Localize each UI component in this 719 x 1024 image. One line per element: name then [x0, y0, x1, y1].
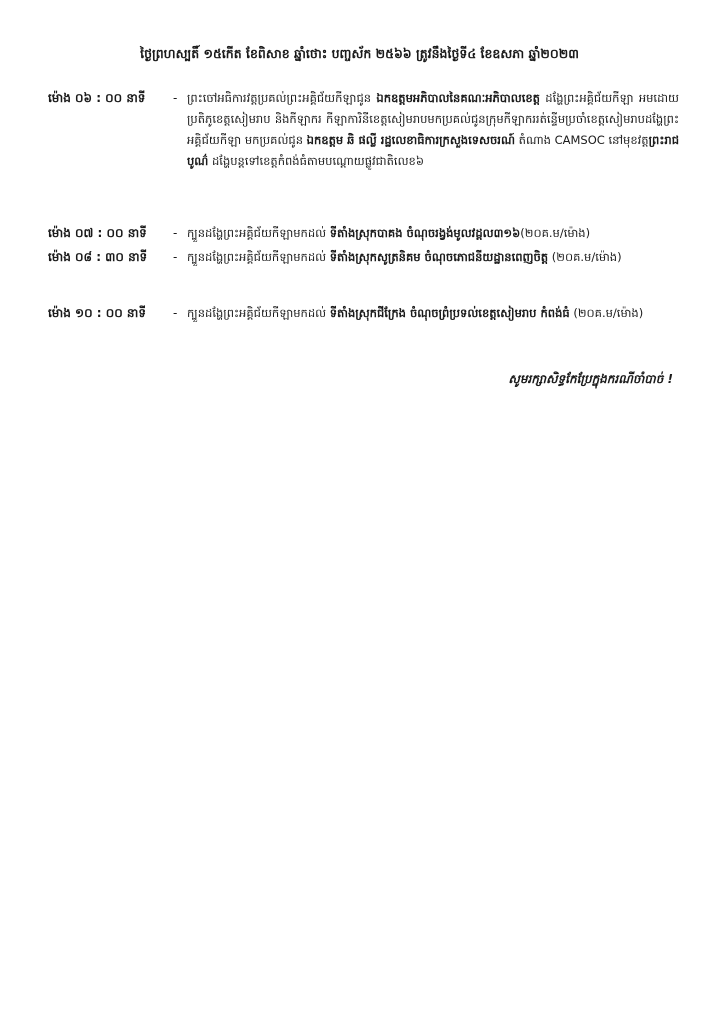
list-dash: -	[173, 306, 178, 320]
description-emphasis: ទីតាំងស្រុកសូត្រនិគម ចំណុចភោជនីយដ្ឋានពេញចិត្ត	[329, 250, 549, 264]
list-dash: -	[173, 226, 178, 240]
list-dash: -	[173, 91, 178, 105]
description-emphasis: ឯកឧត្តមអភិបាលនៃគណៈអភិបាលខេត្ត	[376, 91, 540, 105]
description-text: (២០គ.ម/ម៉ោង)	[569, 306, 644, 320]
schedule-time: ម៉ោង ០៧ : ០០ នាទី	[48, 226, 147, 240]
schedule-time: ម៉ោង ១០ : ០០ នាទី	[48, 306, 146, 320]
schedule-item	[48, 247, 679, 268]
description-emphasis: ឯកឧត្តម ឆិ ផល្លី រដ្ឋលេខាធិការក្រសួងទេសចរណ៍	[306, 133, 515, 147]
schedule-item	[48, 88, 679, 172]
description-text: (២០គ.ម/ម៉ោង)	[548, 250, 622, 264]
list-dash: -	[173, 250, 178, 264]
description-emphasis: ទីតាំងស្រុកបាគង ចំណុចរង្វង់មូលវដ្តល៣១៦	[329, 226, 521, 240]
schedule-description	[187, 303, 679, 324]
description-emphasis: ព្រះរាជបូណ៌	[187, 133, 679, 168]
description-emphasis: ទីតាំងស្រុកជីក្រែង ចំណុចព្រំប្រទល់ខេត្តសៀមរាប កំពង់ធំ	[329, 306, 570, 320]
schedule-description	[187, 223, 679, 244]
description-text: ក្បួនដង្ហែព្រះអគ្គិជ័យកីឡាមកដល់	[187, 250, 330, 264]
description-text: ដង្ហែបន្តទៅខេត្តកំពង់ធំតាមបណ្ដោយផ្លូវជាតិលេខ៦	[208, 154, 424, 168]
description-text: ក្បួនដង្ហែព្រះអគ្គិជ័យកីឡាមកដល់	[187, 226, 330, 240]
footer-note: សូមរក្សាសិទ្ធកែប្រែក្នុងករណីចាំបាច់ !	[508, 372, 673, 386]
description-text: ដង្ហែព្រះអគ្គិជ័យកីឡា អមដោយប្រតិភូខេត្តសៀមរាប និងកីឡាករ កីឡាការិនីខេត្តសៀមរាបមកប្រគល់ជូនក្រុមកីឡាកររត់ន្ទើមប្រចាំខេត្តសៀមរាបដង្ហែព្រះអគ្គិជ័យកីឡា មកប្រគល់ជូន	[187, 91, 679, 147]
description-text: (២០គ.ម/ម៉ោង)	[520, 226, 591, 240]
schedule-time: ម៉ោង ០៦ : ០០ នាទី	[48, 91, 146, 105]
document-date-title: ថ្ងៃព្រហស្បតិ៍ ១៥កើត ខែពិសាខ ឆ្នាំថោះ បញ្ចស័ក ២៥៦៦ ត្រូវនឹងថ្ងៃទី៤ ខែឧសភា ឆ្នាំ២០២៣	[140, 46, 579, 61]
description-text: ព្រះចៅអធិការវត្តប្រគល់ព្រះអគ្គិជ័យកីឡាជូន	[187, 91, 377, 105]
schedule-item	[48, 223, 679, 244]
schedule-description	[187, 88, 679, 172]
schedule-item	[48, 303, 679, 324]
schedule-description	[187, 247, 679, 268]
description-text: តំណាង CAMSOC នៅមុខវត្ត	[515, 133, 649, 147]
schedule-time: ម៉ោង ០៨ : ៣០ នាទី	[48, 250, 148, 264]
description-text: ក្បួនដង្ហែព្រះអគ្គិជ័យកីឡាមកដល់	[187, 306, 330, 320]
